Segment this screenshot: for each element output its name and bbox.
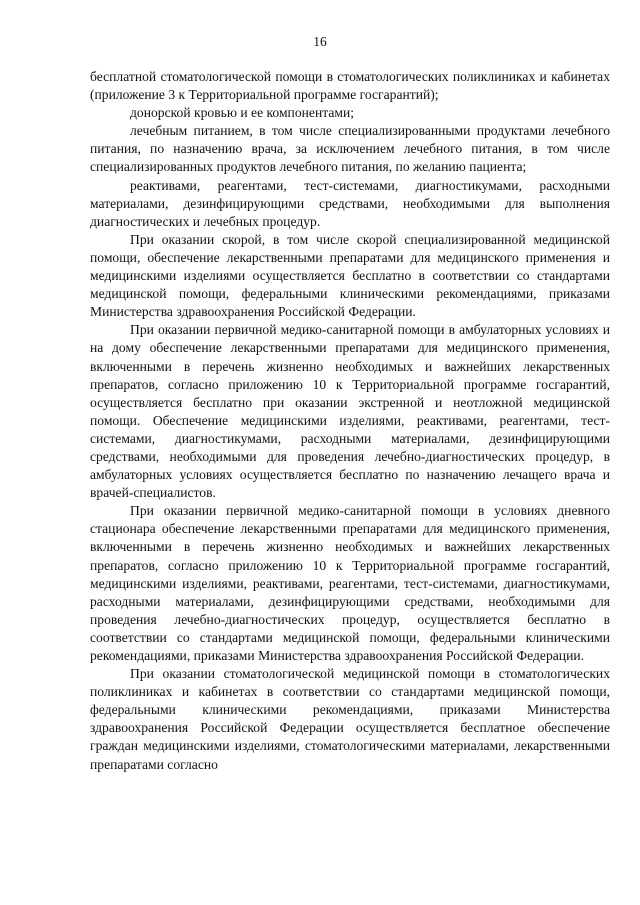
- paragraph-primary-care-outpatient: При оказании первичной медико-санитарной помощи в амбулаторных условиях и на дому обеспечение лекарственными препаратами для медицинского применения, включенными в перечень жизненно необходимых и важнейших лекарственных препаратов, согласно приложению 10 к Территориальной программе госгарантий, осуществляется бесплатно при оказании экстренной и неотложной медицинской помощи. Обеспечение медицинскими изделиями, реактивами, реагентами, тест-системами, диагностикумами, расходными материалами, дезинфицирующими средствами, необходимыми для проведения лечебно-диагностических процедур, в амбулаторных условиях осуществляется бесплатно по назначению лечащего врача и врачей-специалистов.: [90, 322, 610, 501]
- paragraph-donor-blood: донорской кровью и ее компонентами;: [130, 105, 355, 121]
- body-text: [90, 68, 610, 774]
- paragraph-dental-care: При оказании стоматологической медицинской помощи в стоматологических поликлиниках и кабинетах в соответствии со стандартами медицинской помощи, федеральными клиническими рекомендациями, приказами Министерства здравоохранения Российской Федерации осуществляется бесплатное обеспечение граждан медицинскими изделиями, стоматологическими материалами, лекарственными препаратами согласно: [90, 666, 610, 772]
- paragraph-day-hospital: При оказании первичной медико-санитарной помощи в условиях дневного стационара обеспечение лекарственными препаратами для медицинского применения, включенными в перечень жизненно необходимых и важнейших лекарственных препаратов, согласно приложению 10 к Территориальной программе госгарантий, медицинскими изделиями, реактивами, реагентами, тест-системами, диагностикумами, расходными материалами, дезинфицирующими средствами, необходимыми для проведения лечебно-диагностических процедур, осуществляется бесплатно в соответствии со стандартами медицинской помощи, федеральными клиническими рекомендациями, приказами Министерства здравоохранения Российской Федерации.: [90, 503, 610, 663]
- paragraph-therapeutic-nutrition: лечебным питанием, в том числе специализированными продуктами лечебного питания, по назначению врача, за исключением лечебного питания, в том числе специализированных продуктов лечебного питания, по желанию пациента;: [90, 123, 610, 175]
- paragraph-reagents: реактивами, реагентами, тест-системами, диагностикумами, расходными материалами, дезинфицирующими средствами, необходимыми для выполнения диагностических и лечебных процедур.: [90, 177, 610, 229]
- paragraph-emergency-care: При оказании скорой, в том числе скорой специализированной медицинской помощи, обеспечение лекарственными препаратами для медицинского применения и медицинскими изделиями осуществляется бесплатно в соответствии со стандартами медицинской помощи, федеральными клиническими рекомендациями, приказами Министерства здравоохранения Российской Федерации.: [90, 231, 610, 320]
- paragraph-continuation: бесплатной стоматологической помощи в стоматологических поликлиниках и кабинетах (приложение 3 к Территориальной программе госгарантий);: [90, 69, 610, 103]
- page-number: 16: [313, 34, 327, 49]
